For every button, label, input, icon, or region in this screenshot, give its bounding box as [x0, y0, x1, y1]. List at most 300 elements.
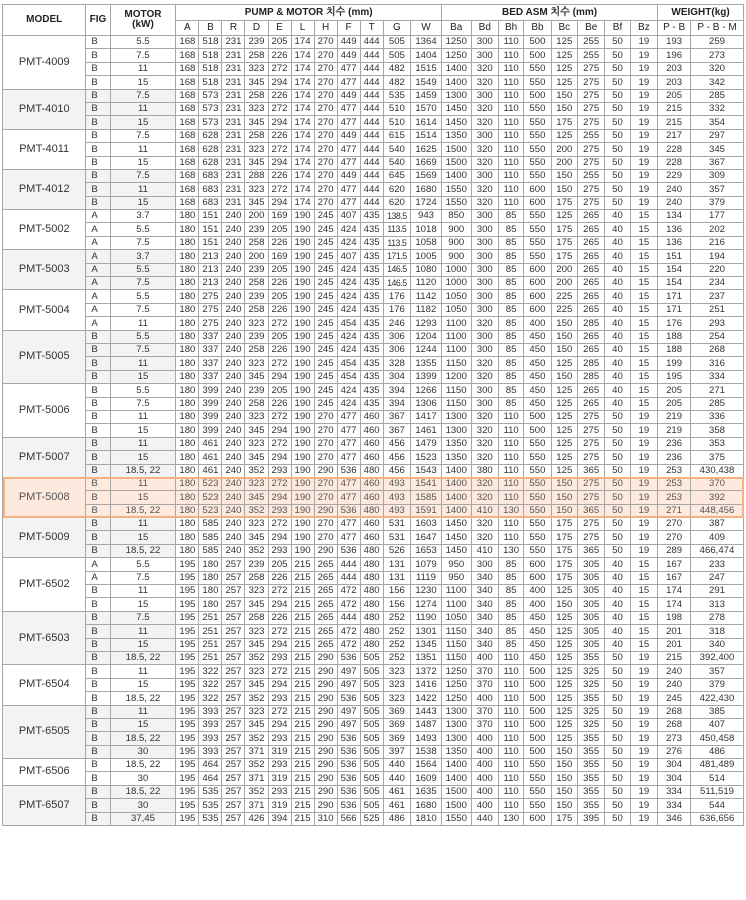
- value-cell: 110: [498, 76, 523, 89]
- value-cell: 255: [577, 36, 604, 49]
- value-cell: 1300: [441, 424, 471, 437]
- motor-cell: 30: [110, 799, 176, 812]
- value-cell: 320: [471, 116, 498, 129]
- value-cell: 444: [337, 571, 360, 584]
- value-cell: 15: [630, 558, 658, 571]
- value-cell: 600: [524, 263, 551, 276]
- value-cell: 175: [551, 544, 577, 557]
- table-row: [3, 410, 744, 423]
- value-cell: 40: [605, 317, 630, 330]
- value-cell: 505: [360, 745, 383, 758]
- value-cell: 150: [551, 330, 577, 343]
- value-cell: 110: [498, 129, 523, 142]
- value-cell: 190: [291, 370, 314, 383]
- value-cell: 193: [658, 36, 691, 49]
- value-cell: 1150: [441, 397, 471, 410]
- value-cell: 190: [291, 223, 314, 236]
- value-cell: 1400: [441, 504, 471, 517]
- value-cell: 270: [658, 518, 691, 531]
- value-cell: 171: [658, 303, 691, 316]
- value-cell: 205: [658, 89, 691, 102]
- value-cell: 444: [360, 62, 383, 75]
- value-cell: 151: [199, 210, 222, 223]
- table-row: [3, 370, 744, 383]
- model-name: PMT-6507: [3, 785, 86, 825]
- value-cell: 472: [337, 638, 360, 651]
- value-cell: 215: [291, 558, 314, 571]
- value-cell: 620: [383, 183, 410, 196]
- value-cell: 1724: [411, 196, 442, 209]
- value-cell: 300: [471, 250, 498, 263]
- table-row: [3, 651, 744, 664]
- value-cell: 1351: [411, 651, 442, 664]
- value-cell: 1058: [411, 236, 442, 249]
- fig-cell: B: [86, 651, 110, 664]
- value-cell: 550: [524, 531, 551, 544]
- value-cell: 257: [222, 651, 245, 664]
- value-cell: 294: [268, 196, 291, 209]
- value-cell: 440: [383, 772, 410, 785]
- value-cell: 19: [630, 36, 658, 49]
- column-header: E: [268, 21, 291, 36]
- value-cell: 291: [691, 585, 744, 598]
- value-cell: 110: [498, 678, 523, 691]
- motor-cell: 7.5: [110, 89, 176, 102]
- value-cell: 477: [337, 477, 360, 490]
- value-cell: 294: [268, 451, 291, 464]
- value-cell: 322: [199, 665, 222, 678]
- value-cell: 1293: [411, 317, 442, 330]
- value-cell: 257: [222, 812, 245, 825]
- value-cell: 323: [245, 143, 268, 156]
- value-cell: 620: [383, 196, 410, 209]
- value-cell: 40: [605, 223, 630, 236]
- value-cell: 190: [291, 236, 314, 249]
- value-cell: 337: [199, 330, 222, 343]
- value-cell: 305: [577, 585, 604, 598]
- value-cell: 175: [551, 558, 577, 571]
- motor-cell: 15: [110, 424, 176, 437]
- value-cell: 50: [605, 143, 630, 156]
- value-cell: 290: [314, 718, 337, 731]
- value-cell: 950: [441, 571, 471, 584]
- value-cell: 683: [199, 183, 222, 196]
- value-cell: 500: [524, 692, 551, 705]
- column-header: L: [291, 21, 314, 36]
- value-cell: 258: [245, 89, 268, 102]
- table-row: [3, 477, 744, 490]
- value-cell: 245: [314, 277, 337, 290]
- table-row: [3, 357, 744, 370]
- value-cell: 334: [691, 370, 744, 383]
- value-cell: 245: [658, 692, 691, 705]
- value-cell: 345: [691, 143, 744, 156]
- value-cell: 15: [630, 317, 658, 330]
- value-cell: 450,458: [691, 732, 744, 745]
- value-cell: 1564: [411, 759, 442, 772]
- motor-cell: 11: [110, 357, 176, 370]
- value-cell: 215: [291, 718, 314, 731]
- value-cell: 1543: [411, 464, 442, 477]
- value-cell: 40: [605, 598, 630, 611]
- value-cell: 50: [605, 76, 630, 89]
- value-cell: 536: [337, 745, 360, 758]
- value-cell: 435: [360, 303, 383, 316]
- value-cell: 240: [222, 263, 245, 276]
- value-cell: 342: [691, 76, 744, 89]
- value-cell: 216: [691, 236, 744, 249]
- value-cell: 950: [441, 558, 471, 571]
- value-cell: 300: [471, 330, 498, 343]
- value-cell: 240: [222, 518, 245, 531]
- value-cell: 50: [605, 491, 630, 504]
- fig-cell: B: [86, 49, 110, 62]
- value-cell: 1100: [441, 330, 471, 343]
- value-cell: 367: [383, 424, 410, 437]
- motor-cell: 5.5: [110, 223, 176, 236]
- value-cell: 395: [577, 812, 604, 825]
- value-cell: 340: [691, 638, 744, 651]
- motor-cell: 11: [110, 317, 176, 330]
- value-cell: 239: [245, 330, 268, 343]
- table-row: [3, 571, 744, 584]
- value-cell: 265: [314, 611, 337, 624]
- model-group: [3, 290, 744, 330]
- value-cell: 444: [360, 36, 383, 49]
- value-cell: 505: [360, 759, 383, 772]
- value-cell: 1479: [411, 437, 442, 450]
- value-cell: 1100: [441, 585, 471, 598]
- value-cell: 40: [605, 290, 630, 303]
- value-cell: 175: [551, 223, 577, 236]
- value-cell: 1364: [411, 36, 442, 49]
- fig-cell: A: [86, 290, 110, 303]
- value-cell: 174: [291, 89, 314, 102]
- value-cell: 190: [291, 250, 314, 263]
- value-cell: 226: [268, 49, 291, 62]
- value-cell: 240: [222, 236, 245, 249]
- value-cell: 320: [471, 156, 498, 169]
- value-cell: 239: [245, 290, 268, 303]
- value-cell: 400: [471, 745, 498, 758]
- value-cell: 328: [383, 357, 410, 370]
- value-cell: 150: [551, 772, 577, 785]
- value-cell: 110: [498, 169, 523, 182]
- value-cell: 240: [222, 223, 245, 236]
- value-cell: 293: [268, 464, 291, 477]
- model-group: [3, 518, 744, 558]
- value-cell: 400: [471, 785, 498, 798]
- value-cell: 258: [245, 129, 268, 142]
- value-cell: 215: [291, 692, 314, 705]
- value-cell: 150: [551, 759, 577, 772]
- value-cell: 300: [471, 303, 498, 316]
- value-cell: 1182: [411, 303, 442, 316]
- value-cell: 240: [222, 424, 245, 437]
- value-cell: 477: [337, 143, 360, 156]
- value-cell: 85: [498, 223, 523, 236]
- value-cell: 125: [551, 585, 577, 598]
- motor-cell: 18.5, 22: [110, 732, 176, 745]
- motor-cell: 7.5: [110, 129, 176, 142]
- value-cell: 110: [498, 62, 523, 75]
- value-cell: 50: [605, 36, 630, 49]
- value-cell: 136: [658, 236, 691, 249]
- value-cell: 550: [524, 451, 551, 464]
- value-cell: 290: [314, 651, 337, 664]
- value-cell: 202: [691, 223, 744, 236]
- fig-cell: A: [86, 317, 110, 330]
- value-cell: 231: [222, 183, 245, 196]
- value-cell: 275: [577, 156, 604, 169]
- motor-cell: 5.5: [110, 36, 176, 49]
- table-row: [3, 62, 744, 75]
- value-cell: 435: [360, 317, 383, 330]
- value-cell: 239: [245, 36, 268, 49]
- value-cell: 1416: [411, 678, 442, 691]
- value-cell: 523: [199, 477, 222, 490]
- value-cell: 265: [314, 625, 337, 638]
- value-cell: 320: [471, 196, 498, 209]
- value-cell: 424: [337, 223, 360, 236]
- value-cell: 300: [471, 263, 498, 276]
- value-cell: 239: [245, 223, 268, 236]
- value-cell: 195: [658, 370, 691, 383]
- value-cell: 497: [337, 678, 360, 691]
- value-cell: 486: [691, 745, 744, 758]
- value-cell: 205: [658, 397, 691, 410]
- value-cell: 180: [176, 250, 199, 263]
- fig-cell: B: [86, 451, 110, 464]
- value-cell: 195: [176, 598, 199, 611]
- spec-table: [2, 4, 744, 826]
- value-cell: 1372: [411, 665, 442, 678]
- fig-cell: B: [86, 585, 110, 598]
- value-cell: 190: [291, 210, 314, 223]
- motor-cell: 11: [110, 477, 176, 490]
- value-cell: 290: [314, 745, 337, 758]
- value-cell: 50: [605, 464, 630, 477]
- value-cell: 110: [498, 464, 523, 477]
- value-cell: 240: [658, 665, 691, 678]
- value-cell: 477: [337, 196, 360, 209]
- value-cell: 1250: [441, 665, 471, 678]
- value-cell: 174: [291, 49, 314, 62]
- value-cell: 410: [471, 504, 498, 517]
- value-cell: 500: [524, 36, 551, 49]
- motor-cell: 11: [110, 143, 176, 156]
- column-header: Bc: [551, 21, 577, 36]
- value-cell: 275: [577, 437, 604, 450]
- value-cell: 40: [605, 558, 630, 571]
- model-name: PMT-5008: [3, 477, 86, 517]
- value-cell: 600: [524, 571, 551, 584]
- value-cell: 450: [524, 638, 551, 651]
- value-cell: 265: [314, 558, 337, 571]
- fig-cell: B: [86, 370, 110, 383]
- motor-cell: 11: [110, 437, 176, 450]
- fig-cell: B: [86, 62, 110, 75]
- value-cell: 50: [605, 196, 630, 209]
- value-cell: 190: [291, 317, 314, 330]
- value-cell: 510: [383, 102, 410, 115]
- value-cell: 276: [658, 745, 691, 758]
- value-cell: 320: [471, 62, 498, 75]
- value-cell: 477: [337, 156, 360, 169]
- value-cell: 258: [245, 49, 268, 62]
- value-cell: 300: [471, 236, 498, 249]
- value-cell: 424: [337, 397, 360, 410]
- value-cell: 566: [337, 812, 360, 825]
- value-cell: 85: [498, 263, 523, 276]
- value-cell: 1550: [441, 196, 471, 209]
- value-cell: 265: [577, 303, 604, 316]
- value-cell: 231: [222, 102, 245, 115]
- value-cell: 900: [441, 250, 471, 263]
- value-cell: 480: [360, 611, 383, 624]
- value-cell: 50: [605, 799, 630, 812]
- value-cell: 550: [524, 156, 551, 169]
- model-group: [3, 611, 744, 665]
- value-cell: 493: [383, 477, 410, 490]
- value-cell: 1603: [411, 518, 442, 531]
- value-cell: 352: [245, 544, 268, 557]
- value-cell: 615: [383, 129, 410, 142]
- value-cell: 257: [222, 745, 245, 758]
- value-cell: 215: [291, 759, 314, 772]
- motor-cell: 7.5: [110, 303, 176, 316]
- value-cell: 493: [383, 504, 410, 517]
- value-cell: 176: [383, 303, 410, 316]
- value-cell: 130: [498, 544, 523, 557]
- motor-cell: 3.7: [110, 250, 176, 263]
- value-cell: 270: [314, 143, 337, 156]
- value-cell: 550: [524, 210, 551, 223]
- value-cell: 150: [551, 169, 577, 182]
- value-cell: 399: [199, 397, 222, 410]
- value-cell: 1647: [411, 531, 442, 544]
- motor-cell: 15: [110, 678, 176, 691]
- value-cell: 175: [551, 518, 577, 531]
- value-cell: 15: [630, 290, 658, 303]
- value-cell: 275: [577, 424, 604, 437]
- value-cell: 272: [268, 62, 291, 75]
- value-cell: 523: [199, 504, 222, 517]
- value-cell: 195: [176, 611, 199, 624]
- value-cell: 265: [577, 263, 604, 276]
- table-row: [3, 732, 744, 745]
- value-cell: 180: [176, 343, 199, 356]
- table-row: [3, 116, 744, 129]
- value-cell: 500: [524, 678, 551, 691]
- value-cell: 332: [691, 102, 744, 115]
- value-cell: 320: [471, 317, 498, 330]
- value-cell: 150: [551, 785, 577, 798]
- value-cell: 257: [222, 692, 245, 705]
- value-cell: 270: [314, 424, 337, 437]
- value-cell: 174: [291, 169, 314, 182]
- value-cell: 19: [630, 156, 658, 169]
- table-row: [3, 437, 744, 450]
- value-cell: 300: [471, 558, 498, 571]
- value-cell: 850: [441, 210, 471, 223]
- value-cell: 19: [630, 705, 658, 718]
- value-cell: 195: [176, 785, 199, 798]
- value-cell: 1400: [441, 772, 471, 785]
- value-cell: 110: [498, 196, 523, 209]
- value-cell: 199: [658, 357, 691, 370]
- value-cell: 550: [524, 504, 551, 517]
- value-cell: 15: [630, 330, 658, 343]
- value-cell: 480: [360, 571, 383, 584]
- value-cell: 265: [577, 236, 604, 249]
- value-cell: 323: [245, 183, 268, 196]
- value-cell: 1459: [411, 89, 442, 102]
- value-cell: 265: [577, 397, 604, 410]
- value-cell: 257: [222, 705, 245, 718]
- fig-cell: B: [86, 718, 110, 731]
- value-cell: 304: [658, 772, 691, 785]
- value-cell: 215: [658, 651, 691, 664]
- motor-cell: 18.5, 22: [110, 759, 176, 772]
- value-cell: 290: [314, 705, 337, 718]
- column-header: Bz: [630, 21, 658, 36]
- value-cell: 1500: [441, 156, 471, 169]
- value-cell: 371: [245, 745, 268, 758]
- value-cell: 355: [577, 799, 604, 812]
- value-cell: 205: [268, 384, 291, 397]
- value-cell: 900: [441, 223, 471, 236]
- value-cell: 251: [199, 651, 222, 664]
- value-cell: 240: [222, 384, 245, 397]
- value-cell: 19: [630, 129, 658, 142]
- value-cell: 290: [314, 772, 337, 785]
- value-cell: 190: [291, 290, 314, 303]
- value-cell: 472: [337, 585, 360, 598]
- fig-cell: B: [86, 638, 110, 651]
- value-cell: 190: [291, 277, 314, 290]
- value-cell: 50: [605, 437, 630, 450]
- model-group: [3, 759, 744, 786]
- value-cell: 254: [691, 330, 744, 343]
- value-cell: 240: [222, 343, 245, 356]
- value-cell: 268: [658, 718, 691, 731]
- value-cell: 304: [383, 370, 410, 383]
- value-cell: 19: [630, 491, 658, 504]
- value-cell: 50: [605, 183, 630, 196]
- value-cell: 215: [658, 102, 691, 115]
- motor-cell: 18.5, 22: [110, 544, 176, 557]
- value-cell: 358: [691, 424, 744, 437]
- value-cell: 426: [245, 812, 268, 825]
- motor-cell: 7.5: [110, 397, 176, 410]
- value-cell: 550: [524, 129, 551, 142]
- value-cell: 1570: [411, 102, 442, 115]
- value-cell: 323: [245, 477, 268, 490]
- value-cell: 168: [176, 36, 199, 49]
- fig-header: FIG: [86, 5, 110, 36]
- value-cell: 40: [605, 343, 630, 356]
- column-header: Bf: [605, 21, 630, 36]
- value-cell: 464: [199, 772, 222, 785]
- model-name: PMT-6503: [3, 611, 86, 665]
- value-cell: 410: [471, 544, 498, 557]
- table-row: [3, 531, 744, 544]
- value-cell: 270: [314, 129, 337, 142]
- value-cell: 536: [337, 544, 360, 557]
- value-cell: 174: [291, 129, 314, 142]
- value-cell: 15: [630, 210, 658, 223]
